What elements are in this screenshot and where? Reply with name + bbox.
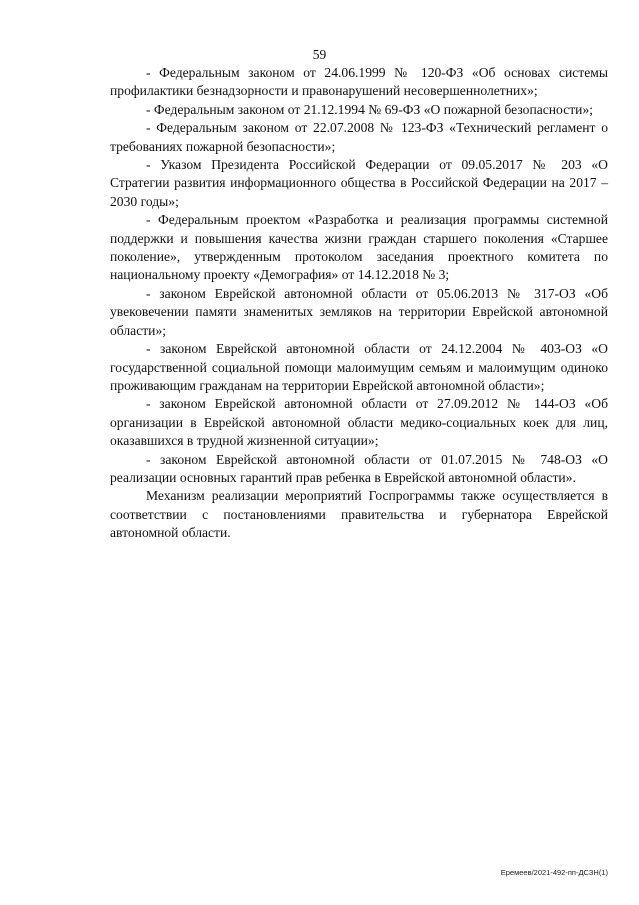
paragraph-law-748-oz: - законом Еврейской автономной области от 01.07.2015 № 748-ОЗ «О реализации основных гарантий прав ребенка в Еврейской автономной области». — [110, 451, 608, 485]
page-number: 59 — [312, 47, 327, 62]
paragraph-law-69-fz: - Федеральным законом от 21.12.1994 № 69-ФЗ «О пожарной безопасности»; — [146, 101, 594, 117]
paragraph-mechanism: Механизм реализации мероприятий Госпрограммы также осуществляется в соответствии с постановлениями правительства и губернатора Еврейской автономной области. — [110, 488, 608, 541]
document-footer-code: Еремеев/2021-492-пп-ДСЗН(1) — [500, 868, 608, 877]
document-body — [110, 64, 608, 543]
paragraph-law-120-fz: - Федеральным законом от 24.06.1999 № 120-ФЗ «Об основах системы профилактики безнадзорности и правонарушений несовершеннолетних»; — [110, 65, 608, 99]
paragraph-law-144-oz: - законом Еврейской автономной области от 27.09.2012 № 144-ОЗ «Об организации в Еврейской автономной области медико-социальных коек для лиц, оказавшихся в трудной жизненной ситуации»; — [110, 396, 608, 449]
paragraph-federal-project: - Федеральным проектом «Разработка и реализация программы системной поддержки и повышения качества жизни граждан старшего поколения «Старшее поколение», утвержденным протоколом заседания проектного комитета по национальному проекту «Демография» от 14.12.2018 № 3; — [110, 212, 608, 283]
paragraph-law-403-oz: - законом Еврейской автономной области от 24.12.2004 № 403-ОЗ «О государственной социальной помощи малоимущим семьям и малоимущим одиноко проживающим гражданам на территории Еврейской автономной области»; — [110, 341, 608, 393]
paragraph-law-123-fz: - Федеральным законом от 22.07.2008 № 123-ФЗ «Технический регламент о требованиях пожарной безопасности»; — [110, 120, 608, 154]
paragraph-law-317-oz: - законом Еврейской автономной области от 05.06.2013 № 317-ОЗ «Об увековечении памяти знаменитых земляков на территории Еврейской автономной области»; — [110, 285, 608, 338]
paragraph-decree-203: - Указом Президента Российской Федерации от 09.05.2017 № 203 «О Стратегии развития информационного общества в Российской Федерации на 2017 – 2030 годы»; — [110, 157, 608, 209]
